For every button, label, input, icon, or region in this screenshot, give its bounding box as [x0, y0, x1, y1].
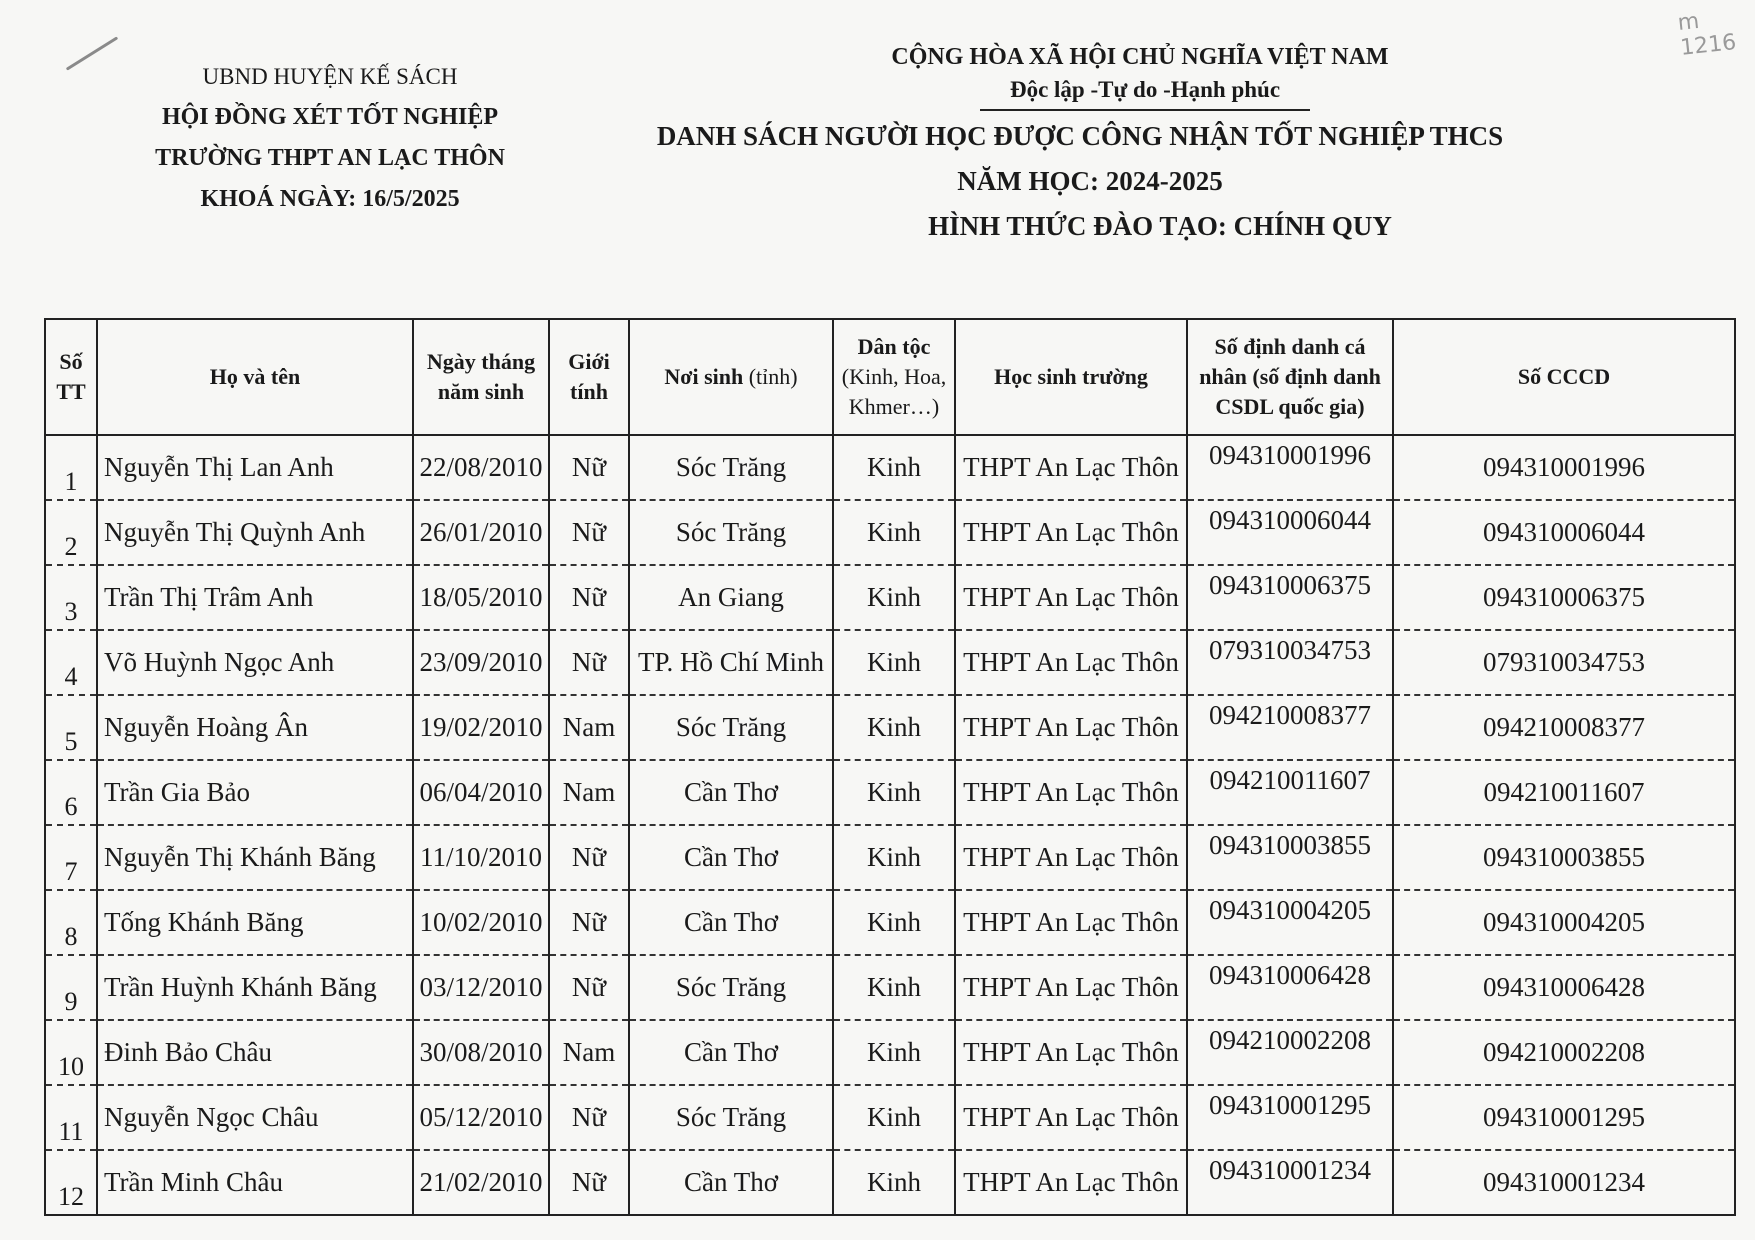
table-row — [45, 955, 1735, 1020]
cell-gender: Nữ — [549, 500, 629, 565]
cell-ethnic: Kinh — [833, 1150, 955, 1215]
header-birthplace-note: (tỉnh) — [748, 364, 798, 390]
cell-ethnic: Kinh — [833, 695, 955, 760]
cell-school: THPT An Lạc Thôn — [955, 435, 1187, 500]
cell-gender: Nam — [549, 1020, 629, 1085]
cell-ethnic: Kinh — [833, 630, 955, 695]
header-cccd: Số CCCD — [1393, 319, 1735, 435]
country-name: CỘNG HÒA XÃ HỘI CHỦ NGHĨA VIỆT NAM — [891, 44, 1389, 70]
cell-gender: Nữ — [549, 825, 629, 890]
cell-school: THPT An Lạc Thôn — [955, 565, 1187, 630]
header-school: Học sinh trường — [955, 319, 1187, 435]
cell-stt: 7 — [45, 825, 97, 890]
cell-birthplace: Sóc Trăng — [629, 500, 833, 565]
cell-ethnic: Kinh — [833, 955, 955, 1020]
cell-ethnic: Kinh — [833, 500, 955, 565]
table-row — [45, 1085, 1735, 1150]
cell-birthplace: Cần Thơ — [629, 1020, 833, 1085]
cell-personal-id: 094310001295 — [1187, 1085, 1393, 1150]
cell-name: Nguyễn Thị Lan Anh — [97, 435, 413, 500]
cell-birthplace: Sóc Trăng — [629, 1085, 833, 1150]
cell-dob: 22/08/2010 — [413, 435, 549, 500]
cell-cccd: 094210002208 — [1393, 1020, 1735, 1085]
right-header — [600, 44, 1560, 242]
header-ethnic — [833, 319, 955, 435]
cell-birthplace: Sóc Trăng — [629, 435, 833, 500]
table-row — [45, 1150, 1735, 1215]
issuing-authority: UBND HUYỆN KẾ SÁCH — [202, 64, 458, 89]
cell-cccd: 094310006428 — [1393, 955, 1735, 1020]
cell-dob: 10/02/2010 — [413, 890, 549, 955]
cell-birthplace: Cần Thơ — [629, 890, 833, 955]
cell-personal-id: 094310004205 — [1187, 890, 1393, 955]
cell-gender: Nữ — [549, 630, 629, 695]
header-gender: Giới tính — [549, 319, 629, 435]
graduates-table — [44, 318, 1736, 1216]
cell-personal-id: 094210008377 — [1187, 695, 1393, 760]
school-year: NĂM HỌC: 2024-2025 — [957, 166, 1223, 196]
cell-dob: 21/02/2010 — [413, 1150, 549, 1215]
table-row — [45, 565, 1735, 630]
table-header-row — [45, 319, 1735, 435]
cell-dob: 30/08/2010 — [413, 1020, 549, 1085]
cell-birthplace: Sóc Trăng — [629, 695, 833, 760]
cell-personal-id: 094310006428 — [1187, 955, 1393, 1020]
table-row — [45, 435, 1735, 500]
cell-stt: 1 — [45, 435, 97, 500]
cell-stt: 6 — [45, 760, 97, 825]
cell-school: THPT An Lạc Thôn — [955, 890, 1187, 955]
cell-birthplace: Cần Thơ — [629, 1150, 833, 1215]
training-mode: HÌNH THỨC ĐÀO TẠO: CHÍNH QUY — [928, 211, 1392, 241]
table-row — [45, 695, 1735, 760]
cell-personal-id: 079310034753 — [1187, 630, 1393, 695]
cell-birthplace: Sóc Trăng — [629, 955, 833, 1020]
handwritten-corner-note: m 1216 — [1676, 8, 1738, 61]
cell-school: THPT An Lạc Thôn — [955, 695, 1187, 760]
cell-stt: 3 — [45, 565, 97, 630]
cell-name: Trần Huỳnh Khánh Băng — [97, 955, 413, 1020]
cell-stt: 5 — [45, 695, 97, 760]
header-ethnic-main: Dân tộc — [857, 334, 931, 360]
staple-mark — [66, 36, 118, 70]
cell-birthplace: Cần Thơ — [629, 825, 833, 890]
cell-name: Nguyễn Thị Khánh Băng — [97, 825, 413, 890]
cell-name: Tống Khánh Băng — [97, 890, 413, 955]
cell-name: Võ Huỳnh Ngọc Anh — [97, 630, 413, 695]
cell-birthplace: An Giang — [629, 565, 833, 630]
cell-dob: 03/12/2010 — [413, 955, 549, 1020]
cell-stt: 9 — [45, 955, 97, 1020]
council-name: HỘI ĐỒNG XÉT TỐT NGHIỆP — [161, 104, 499, 130]
cell-cccd: 094310001234 — [1393, 1150, 1735, 1215]
cell-ethnic: Kinh — [833, 825, 955, 890]
cell-gender: Nữ — [549, 890, 629, 955]
header-dob: Ngày tháng năm sinh — [413, 319, 549, 435]
table-row — [45, 630, 1735, 695]
cell-personal-id: 094210011607 — [1187, 760, 1393, 825]
cell-personal-id: 094310006044 — [1187, 500, 1393, 565]
cell-name: Nguyễn Hoàng Ân — [97, 695, 413, 760]
cell-name: Nguyễn Thị Quỳnh Anh — [97, 500, 413, 565]
cell-cccd: 094310001295 — [1393, 1085, 1735, 1150]
cell-ethnic: Kinh — [833, 1020, 955, 1085]
cell-ethnic: Kinh — [833, 435, 955, 500]
exam-session: KHOÁ NGÀY: 16/5/2025 — [200, 186, 460, 212]
header-name: Họ và tên — [97, 319, 413, 435]
cell-ethnic: Kinh — [833, 565, 955, 630]
cell-personal-id: 094310001996 — [1187, 435, 1393, 500]
cell-dob: 11/10/2010 — [413, 825, 549, 890]
cell-dob: 26/01/2010 — [413, 500, 549, 565]
cell-name: Trần Minh Châu — [97, 1150, 413, 1215]
cell-ethnic: Kinh — [833, 760, 955, 825]
cell-name: Trần Thị Trâm Anh — [97, 565, 413, 630]
cell-cccd: 094210011607 — [1393, 760, 1735, 825]
header-stt: Số TT — [45, 319, 97, 435]
cell-dob: 05/12/2010 — [413, 1085, 549, 1150]
cell-school: THPT An Lạc Thôn — [955, 825, 1187, 890]
cell-personal-id: 094310003855 — [1187, 825, 1393, 890]
cell-cccd: 094310003855 — [1393, 825, 1735, 890]
cell-name: Nguyễn Ngọc Châu — [97, 1085, 413, 1150]
cell-birthplace: TP. Hồ Chí Minh — [629, 630, 833, 695]
cell-stt: 2 — [45, 500, 97, 565]
cell-school: THPT An Lạc Thôn — [955, 760, 1187, 825]
cell-name: Trần Gia Bảo — [97, 760, 413, 825]
cell-cccd: 094310006375 — [1393, 565, 1735, 630]
cell-stt: 8 — [45, 890, 97, 955]
cell-cccd: 079310034753 — [1393, 630, 1735, 695]
table-row — [45, 760, 1735, 825]
cell-ethnic: Kinh — [833, 890, 955, 955]
cell-cccd: 094310004205 — [1393, 890, 1735, 955]
cell-personal-id: 094210002208 — [1187, 1020, 1393, 1085]
cell-cccd: 094310001996 — [1393, 435, 1735, 500]
cell-personal-id: 094310006375 — [1187, 565, 1393, 630]
cell-dob: 23/09/2010 — [413, 630, 549, 695]
cell-dob: 19/02/2010 — [413, 695, 549, 760]
cell-ethnic: Kinh — [833, 1085, 955, 1150]
table-row — [45, 890, 1735, 955]
table-row — [45, 1020, 1735, 1085]
cell-school: THPT An Lạc Thôn — [955, 500, 1187, 565]
cell-school: THPT An Lạc Thôn — [955, 1150, 1187, 1215]
cell-gender: Nam — [549, 760, 629, 825]
cell-name: Đinh Bảo Châu — [97, 1020, 413, 1085]
cell-personal-id: 094310001234 — [1187, 1150, 1393, 1215]
cell-stt: 10 — [45, 1020, 97, 1085]
cell-school: THPT An Lạc Thôn — [955, 630, 1187, 695]
cell-birthplace: Cần Thơ — [629, 760, 833, 825]
cell-cccd: 094310006044 — [1393, 500, 1735, 565]
header-ethnic-note: (Kinh, Hoa, Khmer…) — [841, 364, 947, 419]
cell-dob: 06/04/2010 — [413, 760, 549, 825]
document-title: DANH SÁCH NGƯỜI HỌC ĐƯỢC CÔNG NHẬN TỐT NGHIỆP THCS — [656, 121, 1504, 151]
cell-cccd: 094210008377 — [1393, 695, 1735, 760]
cell-school: THPT An Lạc Thôn — [955, 1020, 1187, 1085]
table-body — [45, 435, 1735, 1215]
cell-gender: Nữ — [549, 955, 629, 1020]
header-personal-id: Số định danh cá nhân (số định danh CSDL quốc gia) — [1187, 319, 1393, 435]
cell-stt: 12 — [45, 1150, 97, 1215]
cell-gender: Nữ — [549, 1085, 629, 1150]
cell-gender: Nam — [549, 695, 629, 760]
cell-gender: Nữ — [549, 435, 629, 500]
cell-gender: Nữ — [549, 1150, 629, 1215]
national-motto: Độc lập -Tự do -Hạnh phúc — [980, 77, 1310, 111]
cell-gender: Nữ — [549, 565, 629, 630]
cell-stt: 4 — [45, 630, 97, 695]
cell-school: THPT An Lạc Thôn — [955, 955, 1187, 1020]
header-birthplace-main: Nơi sinh — [664, 364, 744, 390]
left-header — [120, 64, 540, 227]
table-row — [45, 500, 1735, 565]
table-row — [45, 825, 1735, 890]
cell-dob: 18/05/2010 — [413, 565, 549, 630]
cell-school: THPT An Lạc Thôn — [955, 1085, 1187, 1150]
school-name: TRƯỜNG THPT AN LẠC THÔN — [155, 145, 505, 171]
header-birthplace — [629, 319, 833, 435]
cell-stt: 11 — [45, 1085, 97, 1150]
